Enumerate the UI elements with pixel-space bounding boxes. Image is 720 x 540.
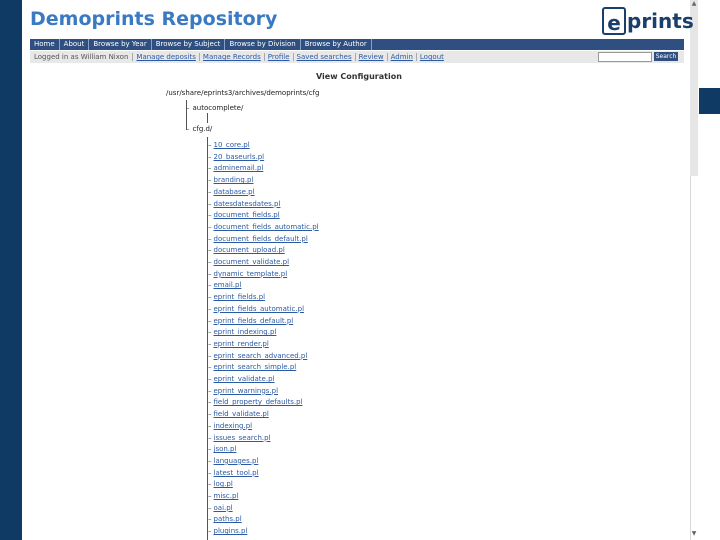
tree-autocomplete-stub [207,113,208,123]
config-file-item [208,141,250,150]
config-file-item [208,176,253,185]
config-file-link[interactable]: eprint_render.pl [213,339,269,348]
tree-connector: – [208,293,212,302]
tree-connector: – [208,433,212,442]
nav-logout[interactable]: Logout [416,53,447,61]
tree-connector: – [208,328,212,337]
logged-in-user: Logged in as William Nixon [34,53,129,61]
config-file-link[interactable]: eprint_search_simple.pl [213,363,297,372]
config-file-link[interactable]: indexing.pl [213,421,253,430]
config-file-item [208,340,269,349]
config-file-item [208,235,308,244]
logo-text: prints [627,9,694,33]
config-file-link[interactable]: database.pl [213,187,255,196]
config-file-item [208,480,233,489]
config-file-link[interactable]: issues_search.pl [213,433,271,442]
nav-saved-searches[interactable]: Saved searches [293,53,355,61]
tree-connector: – [208,141,212,149]
tree-connector: – [208,339,212,348]
config-file-item [208,445,236,454]
config-file-link[interactable]: paths.pl [213,515,242,524]
tree-connector: – [208,421,212,430]
config-file-item [208,410,269,419]
tree-connector: – [208,527,212,536]
config-file-link[interactable]: eprint_warnings.pl [213,386,279,395]
nav-browse-author[interactable]: Browse by Author [301,39,372,50]
tree-connector: – [186,104,190,112]
tree-connector: – [208,152,212,161]
config-file-link[interactable]: eprint_search_advanced.pl [213,351,308,360]
config-file-item [208,398,302,407]
nav-browse-subject[interactable]: Browse by Subject [152,39,226,50]
tree-connector: – [208,351,212,360]
scroll-down-icon[interactable]: ▼ [691,530,697,537]
nav-home[interactable]: Home [30,39,60,50]
tree-connector: – [208,234,212,243]
config-file-item [208,375,274,384]
config-file-link[interactable]: datesdatesdates.pl [213,199,281,208]
config-file-item [208,469,259,478]
config-file-link[interactable]: log.pl [213,480,233,489]
tree-connector: – [208,176,212,185]
tree-connector: – [208,386,212,395]
config-file-link[interactable]: plugins.pl [213,527,248,536]
config-file-link[interactable]: latest_tool.pl [213,468,259,477]
config-file-link[interactable]: eprint_fields.pl [213,293,266,302]
tree-connector: – [208,503,212,512]
tree-connector: – [208,281,212,290]
config-file-link[interactable]: email.pl [213,281,242,290]
tree-connector: – [208,445,212,454]
config-file-item [208,258,289,267]
config-file-item [208,515,242,524]
tree-connector: – [208,468,212,477]
tree-connector: – [186,125,190,133]
tree-connector: – [208,187,212,196]
tree-connector: – [208,492,212,500]
config-file-item [208,270,287,279]
config-file-link[interactable]: eprint_indexing.pl [213,328,277,337]
config-file-item [208,352,307,361]
tree-connector: – [208,199,212,208]
tree-connector: – [208,304,212,313]
tree-connector: – [208,480,212,489]
config-file-link[interactable]: adminemail.pl [213,164,264,173]
config-file-link[interactable]: 20_baseurls.pl [213,152,265,161]
tree-connector: – [208,246,212,255]
config-file-link[interactable]: 10_core.pl [213,141,250,149]
nav-admin[interactable]: Admin [387,53,416,61]
config-file-item [208,188,255,197]
main-navigation [30,39,684,50]
config-file-item [208,422,252,431]
folder-cfg-d[interactable] [186,125,212,133]
config-file-link[interactable]: json.pl [213,445,237,454]
config-file-item [208,317,293,326]
tree-connector: – [208,316,212,325]
tree-connector: – [208,398,212,407]
config-file-link[interactable]: document_validate.pl [213,258,290,266]
folder-autocomplete[interactable] [186,104,243,112]
config-file-item [208,363,296,372]
tree-connector: – [208,211,212,220]
tree-connector: – [208,258,212,266]
config-file-link[interactable]: document_fields.pl [213,211,280,220]
tree-connector: – [208,456,212,465]
nav-profile[interactable]: Profile [264,53,293,61]
folder-label: cfg.d/ [192,125,213,133]
tree-connector: – [208,515,212,524]
config-file-item [208,492,238,501]
search-button[interactable]: Search [655,53,677,60]
config-file-link[interactable]: document_fields_automatic.pl [213,222,319,231]
config-file-item [208,504,233,513]
config-file-item [208,387,278,396]
config-file-link[interactable]: eprint_fields_automatic.pl [213,304,305,313]
config-file-link[interactable]: eprint_fields_default.pl [213,316,294,325]
config-file-link[interactable]: languages.pl [213,456,259,465]
config-file-item [208,457,258,466]
tree-connector: – [208,269,212,278]
config-file-item [208,223,319,232]
eprints-logo[interactable] [602,5,694,37]
left-decorative-bar [0,0,22,540]
config-file-item [208,246,285,255]
config-file-link[interactable]: field_property_defaults.pl [213,398,303,407]
logo-e-mark: e [602,7,626,35]
config-file-item [208,200,280,209]
search-input[interactable] [598,52,652,62]
config-file-item [208,527,247,536]
site-title[interactable]: Demoprints Repository [30,8,278,30]
nav-about[interactable]: About [60,39,90,50]
tree-connector: – [208,363,212,372]
page-title: View Configuration [316,72,402,81]
tree-connector: – [208,410,212,419]
nav-browse-year[interactable]: Browse by Year [89,39,151,50]
scroll-up-icon[interactable]: ▲ [691,0,697,7]
config-file-item [208,305,304,314]
nav-browse-division[interactable]: Browse by Division [225,39,300,50]
config-root-path: /usr/share/eprints3/archives/demoprints/cfg [166,89,320,97]
config-file-item [208,281,241,290]
folder-label: autocomplete/ [192,104,244,112]
config-file-item [208,434,271,443]
right-decorative-accent [698,88,720,114]
config-file-item [208,293,265,302]
nav-review[interactable]: Review [355,53,387,61]
config-file-link[interactable]: document_fields_default.pl [213,234,308,243]
tree-connector: – [208,164,212,173]
config-file-item [208,164,263,173]
nav-manage-records[interactable]: Manage Records [199,53,264,61]
user-navigation [30,51,684,63]
config-file-link[interactable]: oai.pl [213,503,233,512]
config-file-link[interactable]: eprint_validate.pl [213,375,275,383]
config-file-item [208,211,280,220]
config-file-link[interactable]: branding.pl [213,176,254,185]
config-file-link[interactable]: document_upload.pl [213,246,285,255]
config-file-link[interactable]: field_validate.pl [213,410,269,419]
tree-connector: – [208,222,212,231]
config-file-link[interactable]: dynamic_template.pl [213,269,288,278]
config-file-item [208,328,276,337]
config-file-link[interactable]: misc.pl [213,492,239,500]
tree-connector: – [208,375,212,383]
config-file-item [208,153,264,162]
nav-manage-deposits[interactable]: Manage deposits [132,53,199,61]
